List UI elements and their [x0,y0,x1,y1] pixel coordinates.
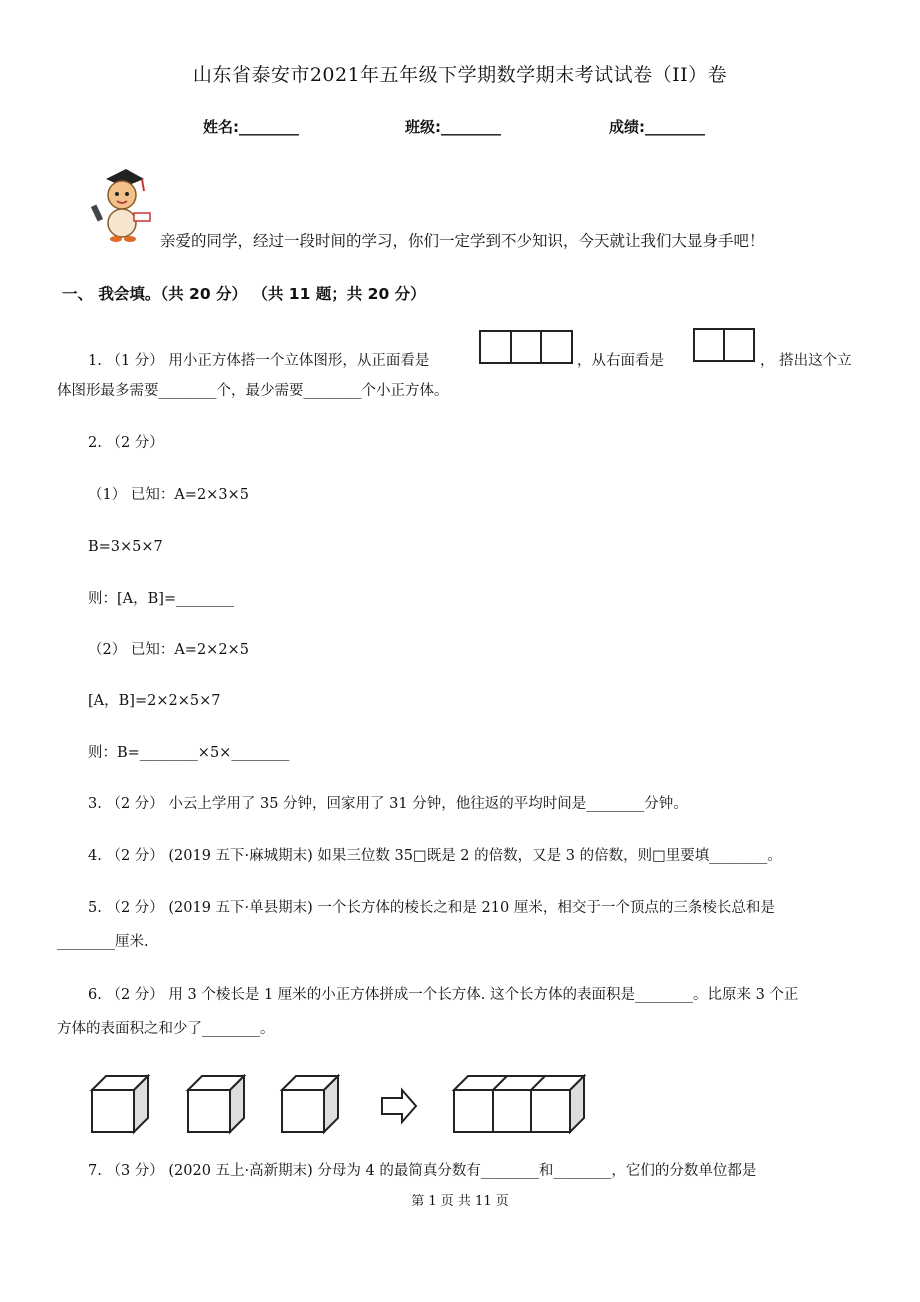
q7-text: 7. （3 分） (2020 五上·高新期末) 分母为 4 的最简真分数有________和________，它们的分数单位都是 [88,1163,757,1179]
front-view-figure [479,330,573,364]
mascot-image [86,165,156,245]
section-heading: 一、 我会填。（共 20 分） （共 11 题；共 20 分） [62,285,426,303]
q1-text-b: ，从右面看是 [577,353,664,369]
q4-text: 4. （2 分） (2019 五下·麻城期末) 如果三位数 35□既是 2 的倍数，又是 3 的倍数，则□里要填________。 [88,848,782,864]
q2-heading: 2. （2 分） [88,435,164,451]
score-field: 成绩:________ [609,118,705,136]
name-field: 姓名:________ [203,118,299,136]
q2-line-5: [A，B]=2×2×5×7 [88,693,221,709]
page-title: 山东省泰安市2021年五年级下学期数学期末考试试卷（II）卷 [192,64,728,86]
q2-line-1: （1） 已知：A=2×3×5 [88,487,249,503]
q2-line-3: 则：[A，B]=________ [88,591,235,607]
q3-text: 3. （2 分） 小云上学用了 35 分钟，回家用了 31 分钟，他往返的平均时间是________分钟。 [88,796,688,812]
q5-text-a: 5. （2 分） (2019 五下·单县期末) 一个长方体的棱长之和是 210 厘米，相交于一个顶点的三条棱长总和是 [88,900,775,916]
page-footer: 第 1 页 共 11 页 [411,1194,509,1209]
q6-text-b: 方体的表面积之和少了________。 [57,1021,275,1037]
q1-text-a: 1. （1 分） 用小正方体搭一个立体图形，从正面看是 [88,353,430,369]
q2-line-2: B=3×5×7 [88,539,163,555]
right-view-figure [693,328,755,362]
q2-line-6: 则：B=________×5×________ [88,745,290,761]
cube-figure [80,1066,600,1156]
class-field: 班级:________ [405,118,501,136]
q2-line-4: （2） 已知：A=2×2×5 [88,642,249,658]
greeting-text: 亲爱的同学，经过一段时间的学习，你们一定学到不少知识，今天就让我们大显身手吧！ [160,232,765,250]
q1-text-c: ， 搭出这个立 [760,353,852,369]
q6-text-a: 6. （2 分） 用 3 个棱长是 1 厘米的小正方体拼成一个长方体. 这个长方体的表面积是________。比原来 3 个正 [88,987,799,1003]
q1-text-d: 体图形最多需要________个，最少需要________个小正方体。 [57,383,449,399]
q5-text-b: ________厘米. [57,934,149,950]
